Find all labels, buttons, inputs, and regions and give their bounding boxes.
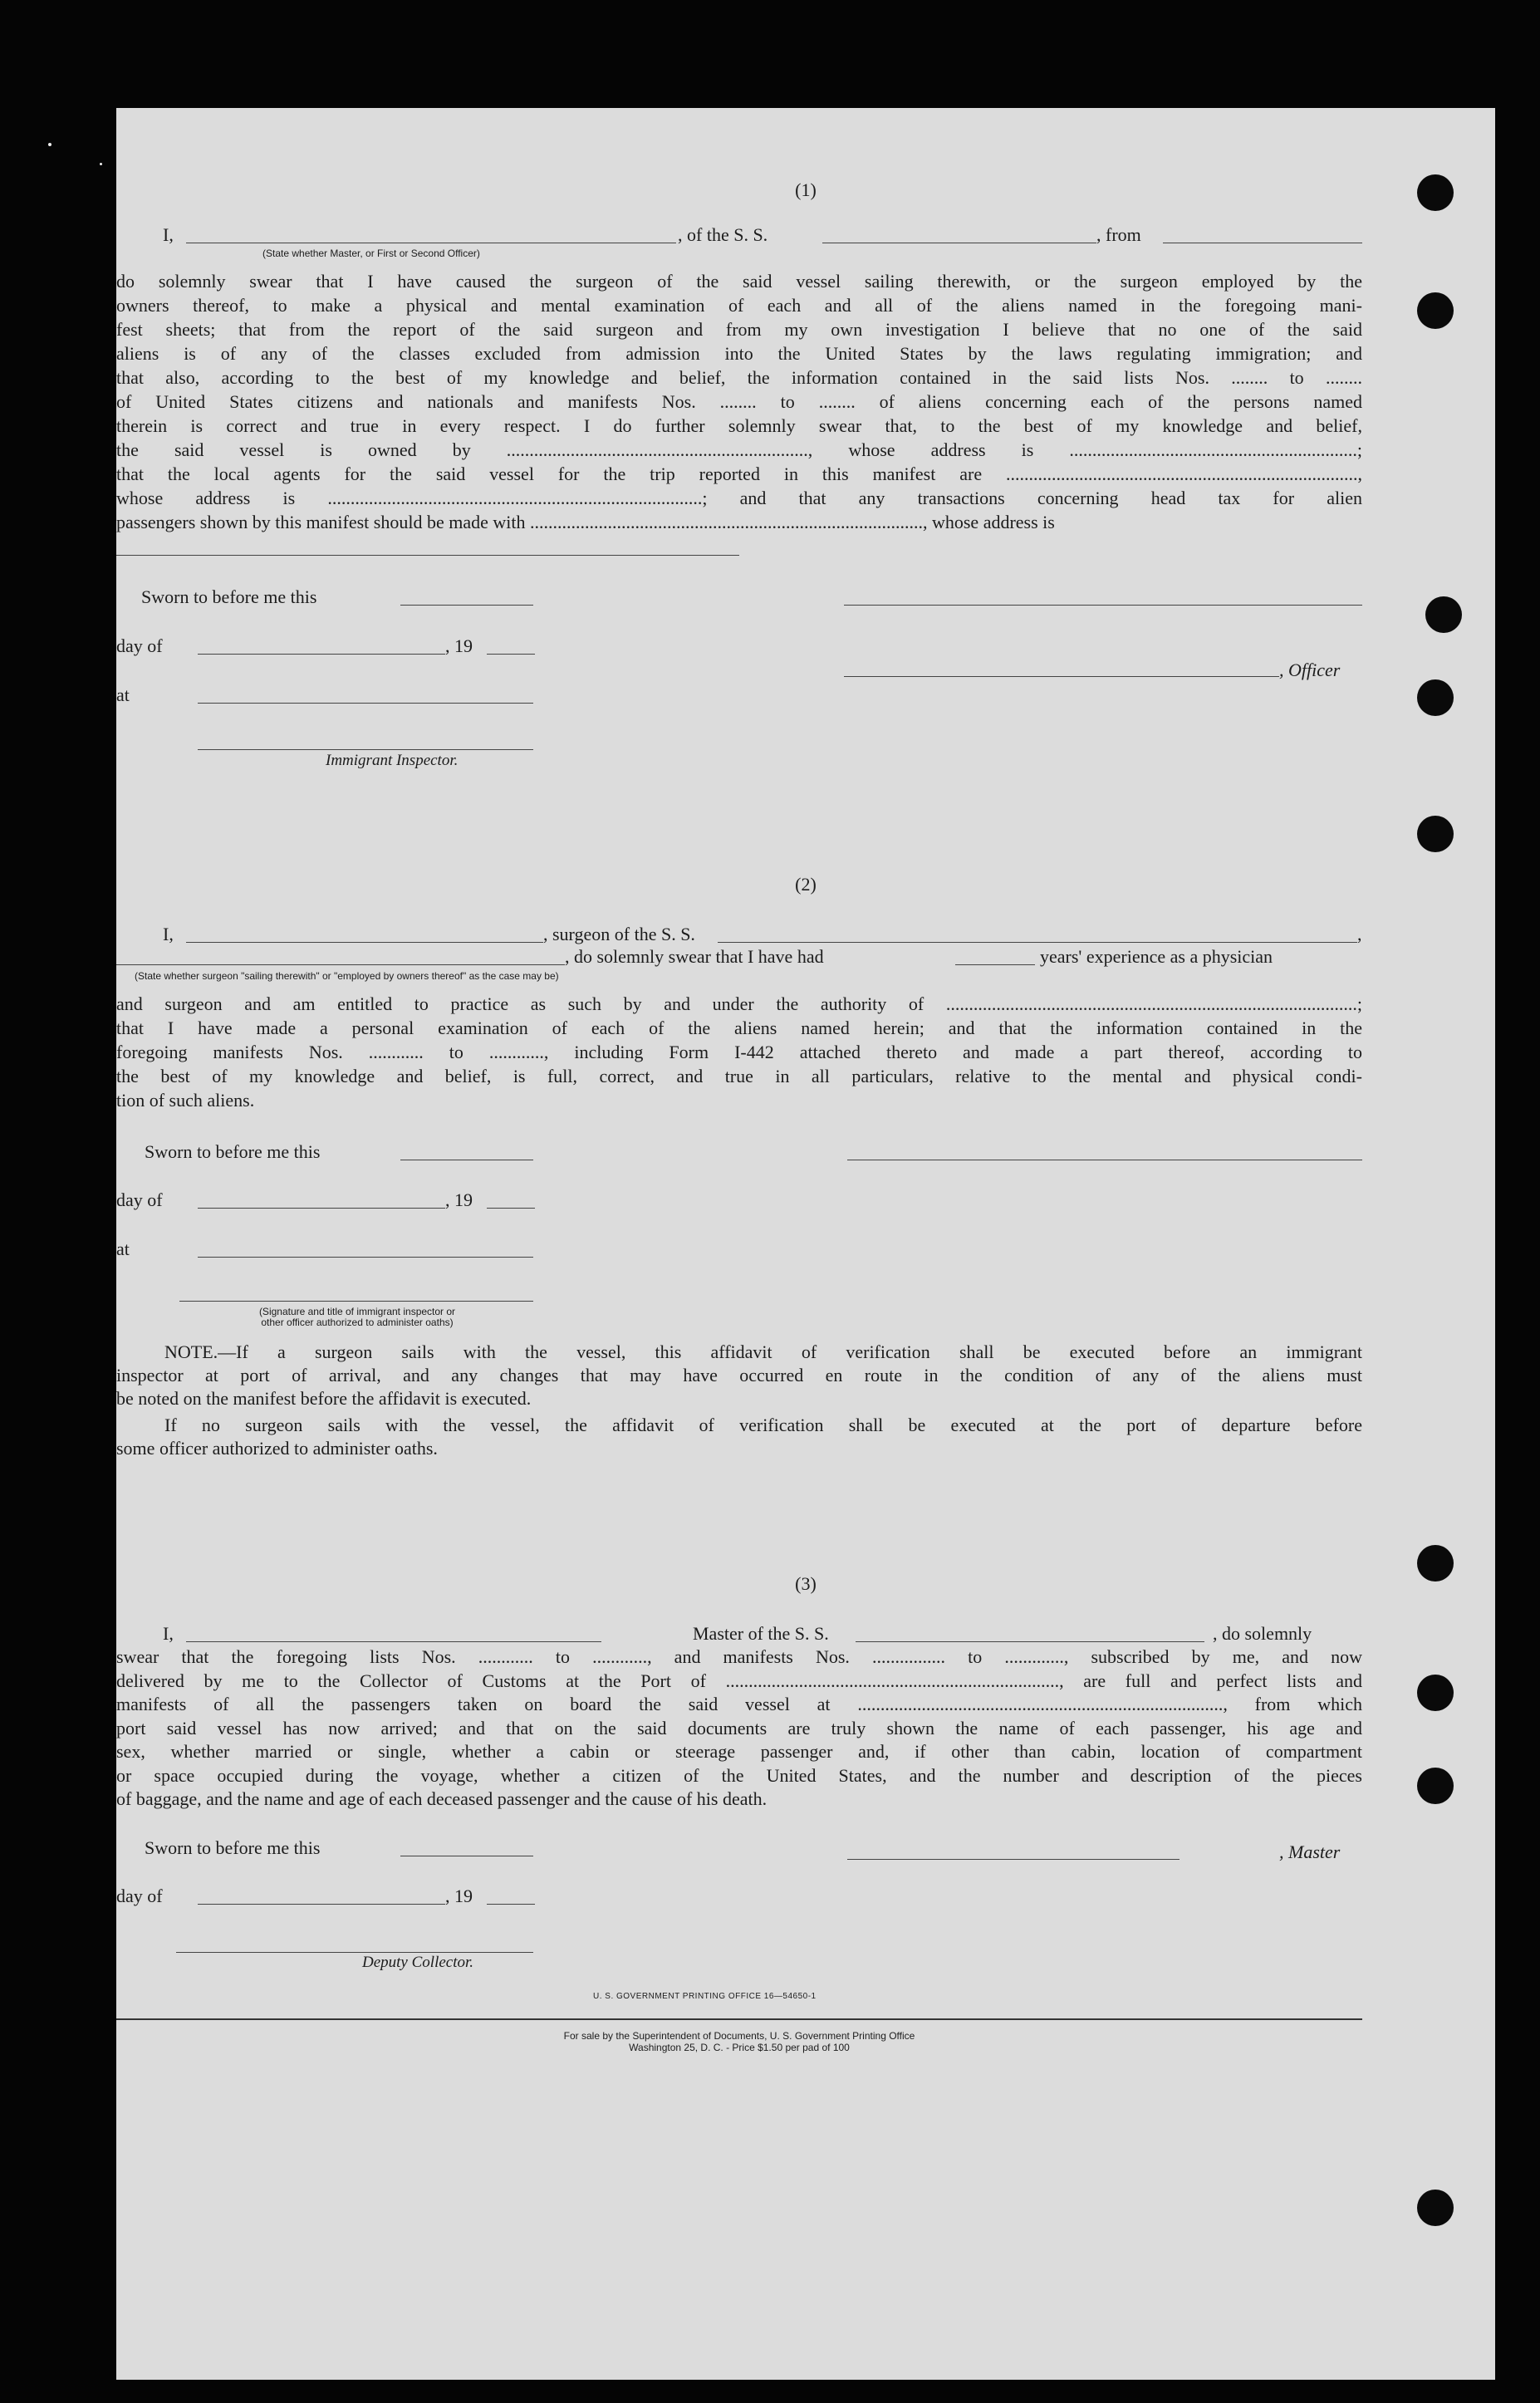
s2-at-label: at — [116, 1238, 130, 1259]
s1-line: passengers shown by this manifest should be made with ......................................................................................, whose address is — [116, 512, 1055, 532]
s3-vessel-name-field[interactable] — [856, 1641, 1204, 1642]
s2-note — [116, 1341, 1362, 1410]
s2-surgeon-caption: (State whether surgeon "sailing therewith" or "employed by owners thereof" as the case may be) — [135, 970, 559, 982]
s2-year-label: , 19 — [445, 1189, 473, 1210]
binder-hole — [1417, 1545, 1454, 1582]
s2-surgeon-type-field[interactable] — [116, 964, 565, 965]
s3-line: or space occupied during the voyage, whether a citizen of the United States, and the number and description of the pieces — [116, 1764, 1362, 1786]
s3-line: of baggage, and the name and age of each deceased passenger and the cause of his death. — [116, 1788, 768, 1809]
s2-line: that I have made a personal examination of each of the aliens named herein; and that the information contained in the — [116, 1018, 1362, 1038]
s2-day-of-label: day of — [116, 1189, 163, 1210]
s1-line: whose address is ..................................................................................; and that any transactions concerning head tax for alien — [116, 488, 1362, 508]
s1-day-of-field[interactable] — [198, 654, 445, 655]
manifest-form-sheet — [116, 108, 1495, 2380]
s3-year-label: , 19 — [445, 1886, 473, 1906]
binder-hole — [1417, 1675, 1454, 1711]
binder-hole — [1417, 816, 1454, 852]
s3-master-label: Master of the S. S. — [693, 1623, 829, 1644]
s1-from-label: , from — [1096, 224, 1141, 245]
s3-day-of-field[interactable] — [198, 1904, 445, 1905]
s1-line: owners thereof, to make a physical and mental examination of each and all of the aliens named in the foregoing mani- — [116, 295, 1362, 316]
s2-surgeon-label: , surgeon of the S. S. — [543, 924, 695, 944]
s3-collector-signature-field[interactable] — [176, 1952, 533, 1953]
s2-i-label: I, — [163, 924, 174, 944]
s2-note2-line: If no surgeon sails with the vessel, the affidavit of verification shall be executed at the port of departure before — [164, 1415, 1362, 1435]
s1-officer-signature-field[interactable] — [844, 605, 1362, 606]
binder-hole — [1417, 174, 1454, 211]
s1-line: aliens is of any of the classes excluded from admission into the United States by the laws regulating immigration; and — [116, 343, 1362, 364]
s2-vessel-name-field[interactable] — [718, 942, 1357, 943]
s2-years-label: years' experience as a physician — [1040, 946, 1273, 967]
s3-line: swear that the foregoing lists Nos. ............ to ............, and manifests Nos. ................ to ............., subscribed by me, and now — [116, 1646, 1362, 1667]
s1-line: therein is correct and true in every respect. I do further solemnly swear that, to the best of my knowledge and belief, — [116, 415, 1362, 436]
s2-sig-caption-1: (Signature and title of immigrant inspector or — [258, 1306, 456, 1317]
scan-speck — [100, 163, 102, 165]
section-2-number: (2) — [795, 874, 817, 895]
footer-line-2: Washington 25, D. C. - Price $1.50 per pad of 100 — [629, 2042, 850, 2053]
s2-year-field[interactable] — [487, 1208, 535, 1209]
binder-hole — [1425, 596, 1462, 633]
s3-oath-text — [116, 1645, 1362, 1812]
s1-line: that the local agents for the said vessel for the trip reported in this manifest are ............................................................................., — [116, 463, 1362, 484]
binder-hole — [1417, 2190, 1454, 2226]
s2-note-line: be noted on the manifest before the affidavit is executed. — [116, 1388, 532, 1409]
bottom-rule — [116, 2018, 1362, 2020]
s1-at-label: at — [116, 684, 130, 705]
printer-line: U. S. GOVERNMENT PRINTING OFFICE 16—54650-1 — [593, 1992, 817, 2001]
s3-swear-label: , do solemnly — [1213, 1623, 1312, 1644]
s1-oath-text — [116, 269, 1362, 534]
s2-oath-text — [116, 992, 1362, 1112]
s1-officer-title-field[interactable] — [844, 676, 1279, 677]
s1-at-field[interactable] — [198, 703, 533, 704]
s1-line: do solemnly swear that I have caused the surgeon of the said vessel sailing therewith, or the surgeon employed by the — [116, 271, 1362, 292]
s1-line: the said vessel is owned by .................................................................., whose address is ...............................................................; — [116, 439, 1362, 460]
s1-i-label: I, — [163, 224, 174, 245]
section-3-number: (3) — [795, 1573, 817, 1594]
s2-inspector-signature-field[interactable] — [179, 1301, 533, 1302]
s2-line: foregoing manifests Nos. ............ to ............, including Form I-442 attached thereto and made a part thereof, according to — [116, 1042, 1362, 1062]
s3-line: manifests of all the passengers taken on board the said vessel at ................................................................................, from which — [116, 1694, 1362, 1714]
binder-hole — [1417, 292, 1454, 329]
s3-year-field[interactable] — [487, 1904, 535, 1905]
s2-note-line: inspector at port of arrival, and any changes that may have occurred en route in the condition of any of the aliens must — [116, 1365, 1362, 1385]
s3-day-of-label: day of — [116, 1886, 163, 1906]
s3-line: delivered by me to the Collector of Customs at the Port of ........................................................................., are full and perfect lists and — [116, 1670, 1362, 1691]
s1-line: of United States citizens and nationals and manifests Nos. ........ to ........ of aliens concerning each of the persons named — [116, 391, 1362, 412]
s1-sworn-label: Sworn to before me this — [141, 586, 317, 607]
binder-hole — [1417, 679, 1454, 716]
s2-line: the best of my knowledge and belief, is full, correct, and true in all particulars, relative to the mental and physical condi- — [116, 1066, 1362, 1086]
s2-line: tion of such aliens. — [116, 1090, 255, 1111]
binder-hole — [1417, 1768, 1454, 1804]
s1-officer-caption: (State whether Master, or First or Second Officer) — [262, 248, 480, 259]
s2-note2-line: some officer authorized to administer oaths. — [116, 1438, 438, 1459]
s3-master-name-field[interactable] — [186, 1641, 601, 1642]
s3-line: port said vessel has now arrived; and that on the said documents are truly shown the name of each passenger, his age and — [116, 1717, 1362, 1738]
s1-day-of-label: day of — [116, 635, 163, 656]
s1-line: that also, according to the best of my knowledge and belief, the information contained in the said lists Nos. ........ to ........ — [116, 367, 1362, 388]
s1-year-field[interactable] — [487, 654, 535, 655]
s2-line: and surgeon and am entitled to practice as such by and under the authority of ..........................................................................................; — [116, 993, 1362, 1014]
s3-master-signature-field[interactable] — [847, 1859, 1180, 1860]
scan-speck — [48, 143, 51, 146]
s1-of-the-ss-label: , of the S. S. — [678, 224, 768, 245]
s2-sworn-label: Sworn to before me this — [145, 1141, 321, 1162]
s2-note-line: NOTE.—If a surgeon sails with the vessel, this affidavit of verification shall be executed before an immigrant — [164, 1341, 1362, 1362]
s1-address-continuation-field[interactable] — [116, 555, 739, 556]
s1-officer-label: , Officer — [1279, 660, 1341, 680]
section-1-number: (1) — [795, 179, 817, 200]
s1-sworn-field[interactable] — [400, 605, 533, 606]
footer-line-1: For sale by the Superintendent of Documents, U. S. Government Printing Office — [563, 2030, 915, 2042]
s1-inspector-signature-field[interactable] — [198, 749, 533, 750]
s2-day-of-field[interactable] — [198, 1208, 445, 1209]
s1-line: fest sheets; that from the report of the said surgeon and from my own investigation I believe that no one of the said — [116, 319, 1362, 340]
s1-inspector-label: Immigrant Inspector. — [326, 752, 459, 769]
s3-collector-label: Deputy Collector. — [362, 1954, 474, 1971]
s1-year-label: , 19 — [445, 635, 473, 656]
s2-at-field[interactable] — [198, 1257, 533, 1258]
s3-line: sex, whether married or single, whether a cabin or steerage passenger and, if other than cabin, location of compartment — [116, 1741, 1362, 1762]
s3-i-label: I, — [163, 1623, 174, 1644]
s2-note-2 — [116, 1414, 1362, 1460]
s3-master-title: , Master — [1279, 1841, 1341, 1862]
s2-line1-comma: , — [1357, 924, 1362, 944]
s2-surgeon-name-field[interactable] — [186, 942, 543, 943]
s3-sworn-label: Sworn to before me this — [145, 1837, 321, 1858]
s2-sig-caption-2: other officer authorized to administer oaths) — [261, 1317, 454, 1328]
s2-swear-label: , do solemnly swear that I have had — [565, 946, 824, 967]
s2-years-field[interactable] — [955, 964, 1035, 965]
